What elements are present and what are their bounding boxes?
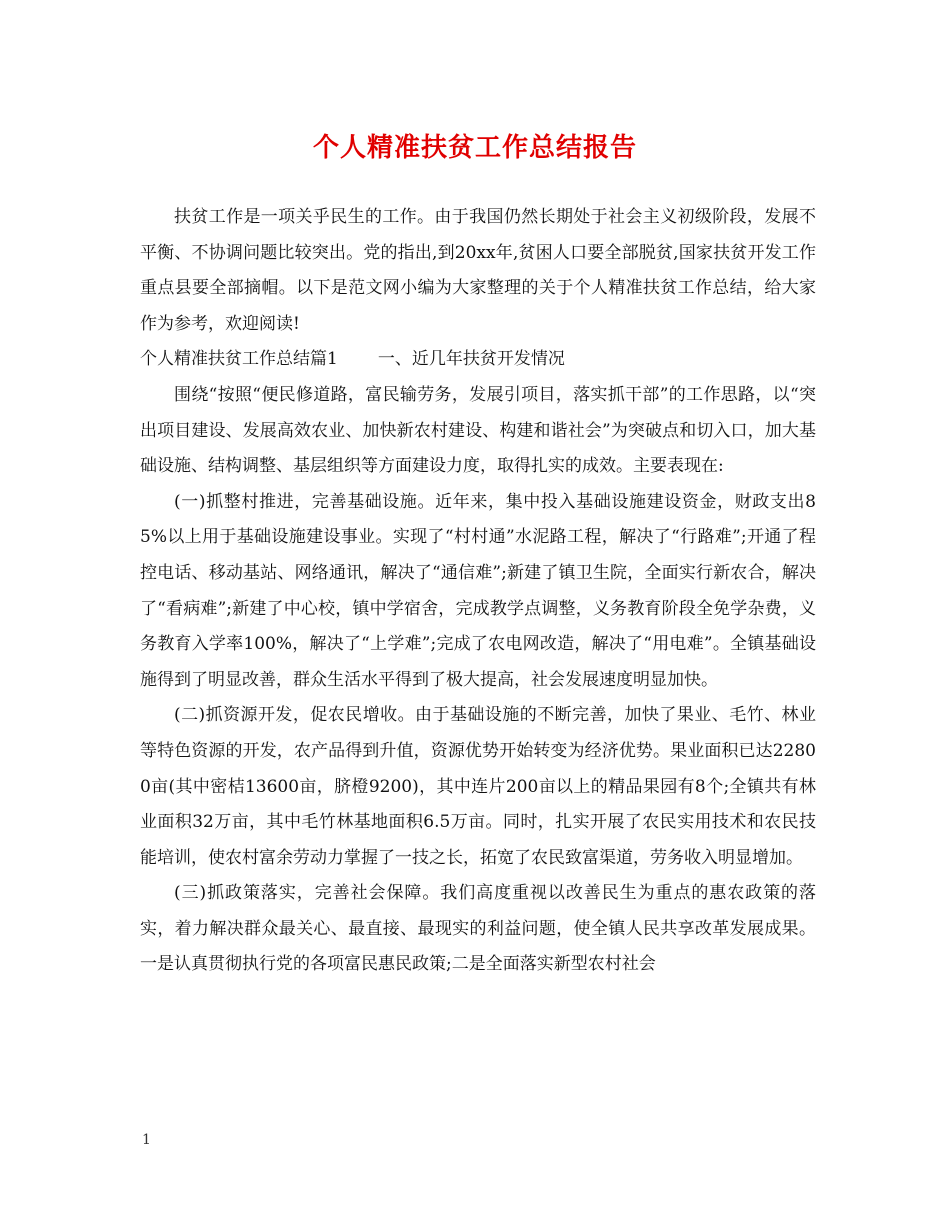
intro-paragraph: 扶贫工作是一项关乎民生的工作。由于我国仍然长期处于社会主义初级阶段，发展不平衡、不协调问题比较突出。党的指出,到20xx年,贫困人口要全部脱贫,国家扶贫开发工作重点县要全部摘帽。以下是范文网小编为大家整理的关于个人精准扶贫工作总结，给大家作为参考，欢迎阅读! — [140, 207, 816, 334]
section-heading-line — [140, 342, 816, 378]
paragraph-resources: (二)抓资源开发，促农民增收。由于基础设施的不断完善，加快了果业、毛竹、林业等特色资源的开发，农产品得到升值，资源优势开始转变为经济优势。果业面积已达22800亩(其中密桔13600亩，脐橙9200)，其中连片200亩以上的精品果园有8个;全镇共有林业面积32万亩，其中毛竹林基地面积6.5万亩。同时，扎实开展了农民实用技术和农民技能培训，使农村富余劳动力掌握了一技之长，拓宽了农民致富渠道，劳务收入明显增加。 — [140, 705, 816, 868]
document-title: 个人精准扶贫工作总结报告 — [312, 133, 637, 163]
document-body — [140, 200, 816, 983]
paragraph-overview: 围绕“按照“便民修道路，富民输劳务，发展引项目，落实抓干部”的工作思路，以“突出项目建设、发展高效农业、加快新农村建设、构建和谐社会”为突破点和切入口，加大基础设施、结构调整、基层组织等方面建设力度，取得扎实的成效。主要表现在: — [140, 384, 816, 477]
paragraph-policy: (三)抓政策落实，完善社会保障。我们高度重视以改善民生为重点的惠农政策的落实，着力解决群众最关心、最直接、最现实的利益问题，使全镇人民共享改革发展成果。一是认真贯彻执行党的各项富民惠民政策;二是全面落实新型农村社会 — [140, 883, 816, 975]
paragraph-infrastructure: (一)抓整村推进，完善基础设施。近年来，集中投入基础设施建设资金，财政支出85%以上用于基础设施建设事业。实现了“村村通”水泥路工程，解决了“行路难”;开通了程控电话、移动基站、网络通讯，解决了“通信难”;新建了镇卫生院，全面实行新农合，解决了“看病难”;新建了中心校，镇中学宿舍，完成教学点调整，义务教育阶段全免学杂费，义务教育入学率100%，解决了“上学难”;完成了农电网改造，解决了“用电难”。全镇基础设施得到了明显改善，群众生活水平得到了极大提高，社会发展速度明显加快。 — [140, 491, 816, 690]
section-label: 个人精准扶贫工作总结篇1 — [140, 349, 338, 370]
section-heading: 一、近几年扶贫开发情况 — [377, 349, 565, 370]
page-number: 1 — [142, 1132, 151, 1148]
